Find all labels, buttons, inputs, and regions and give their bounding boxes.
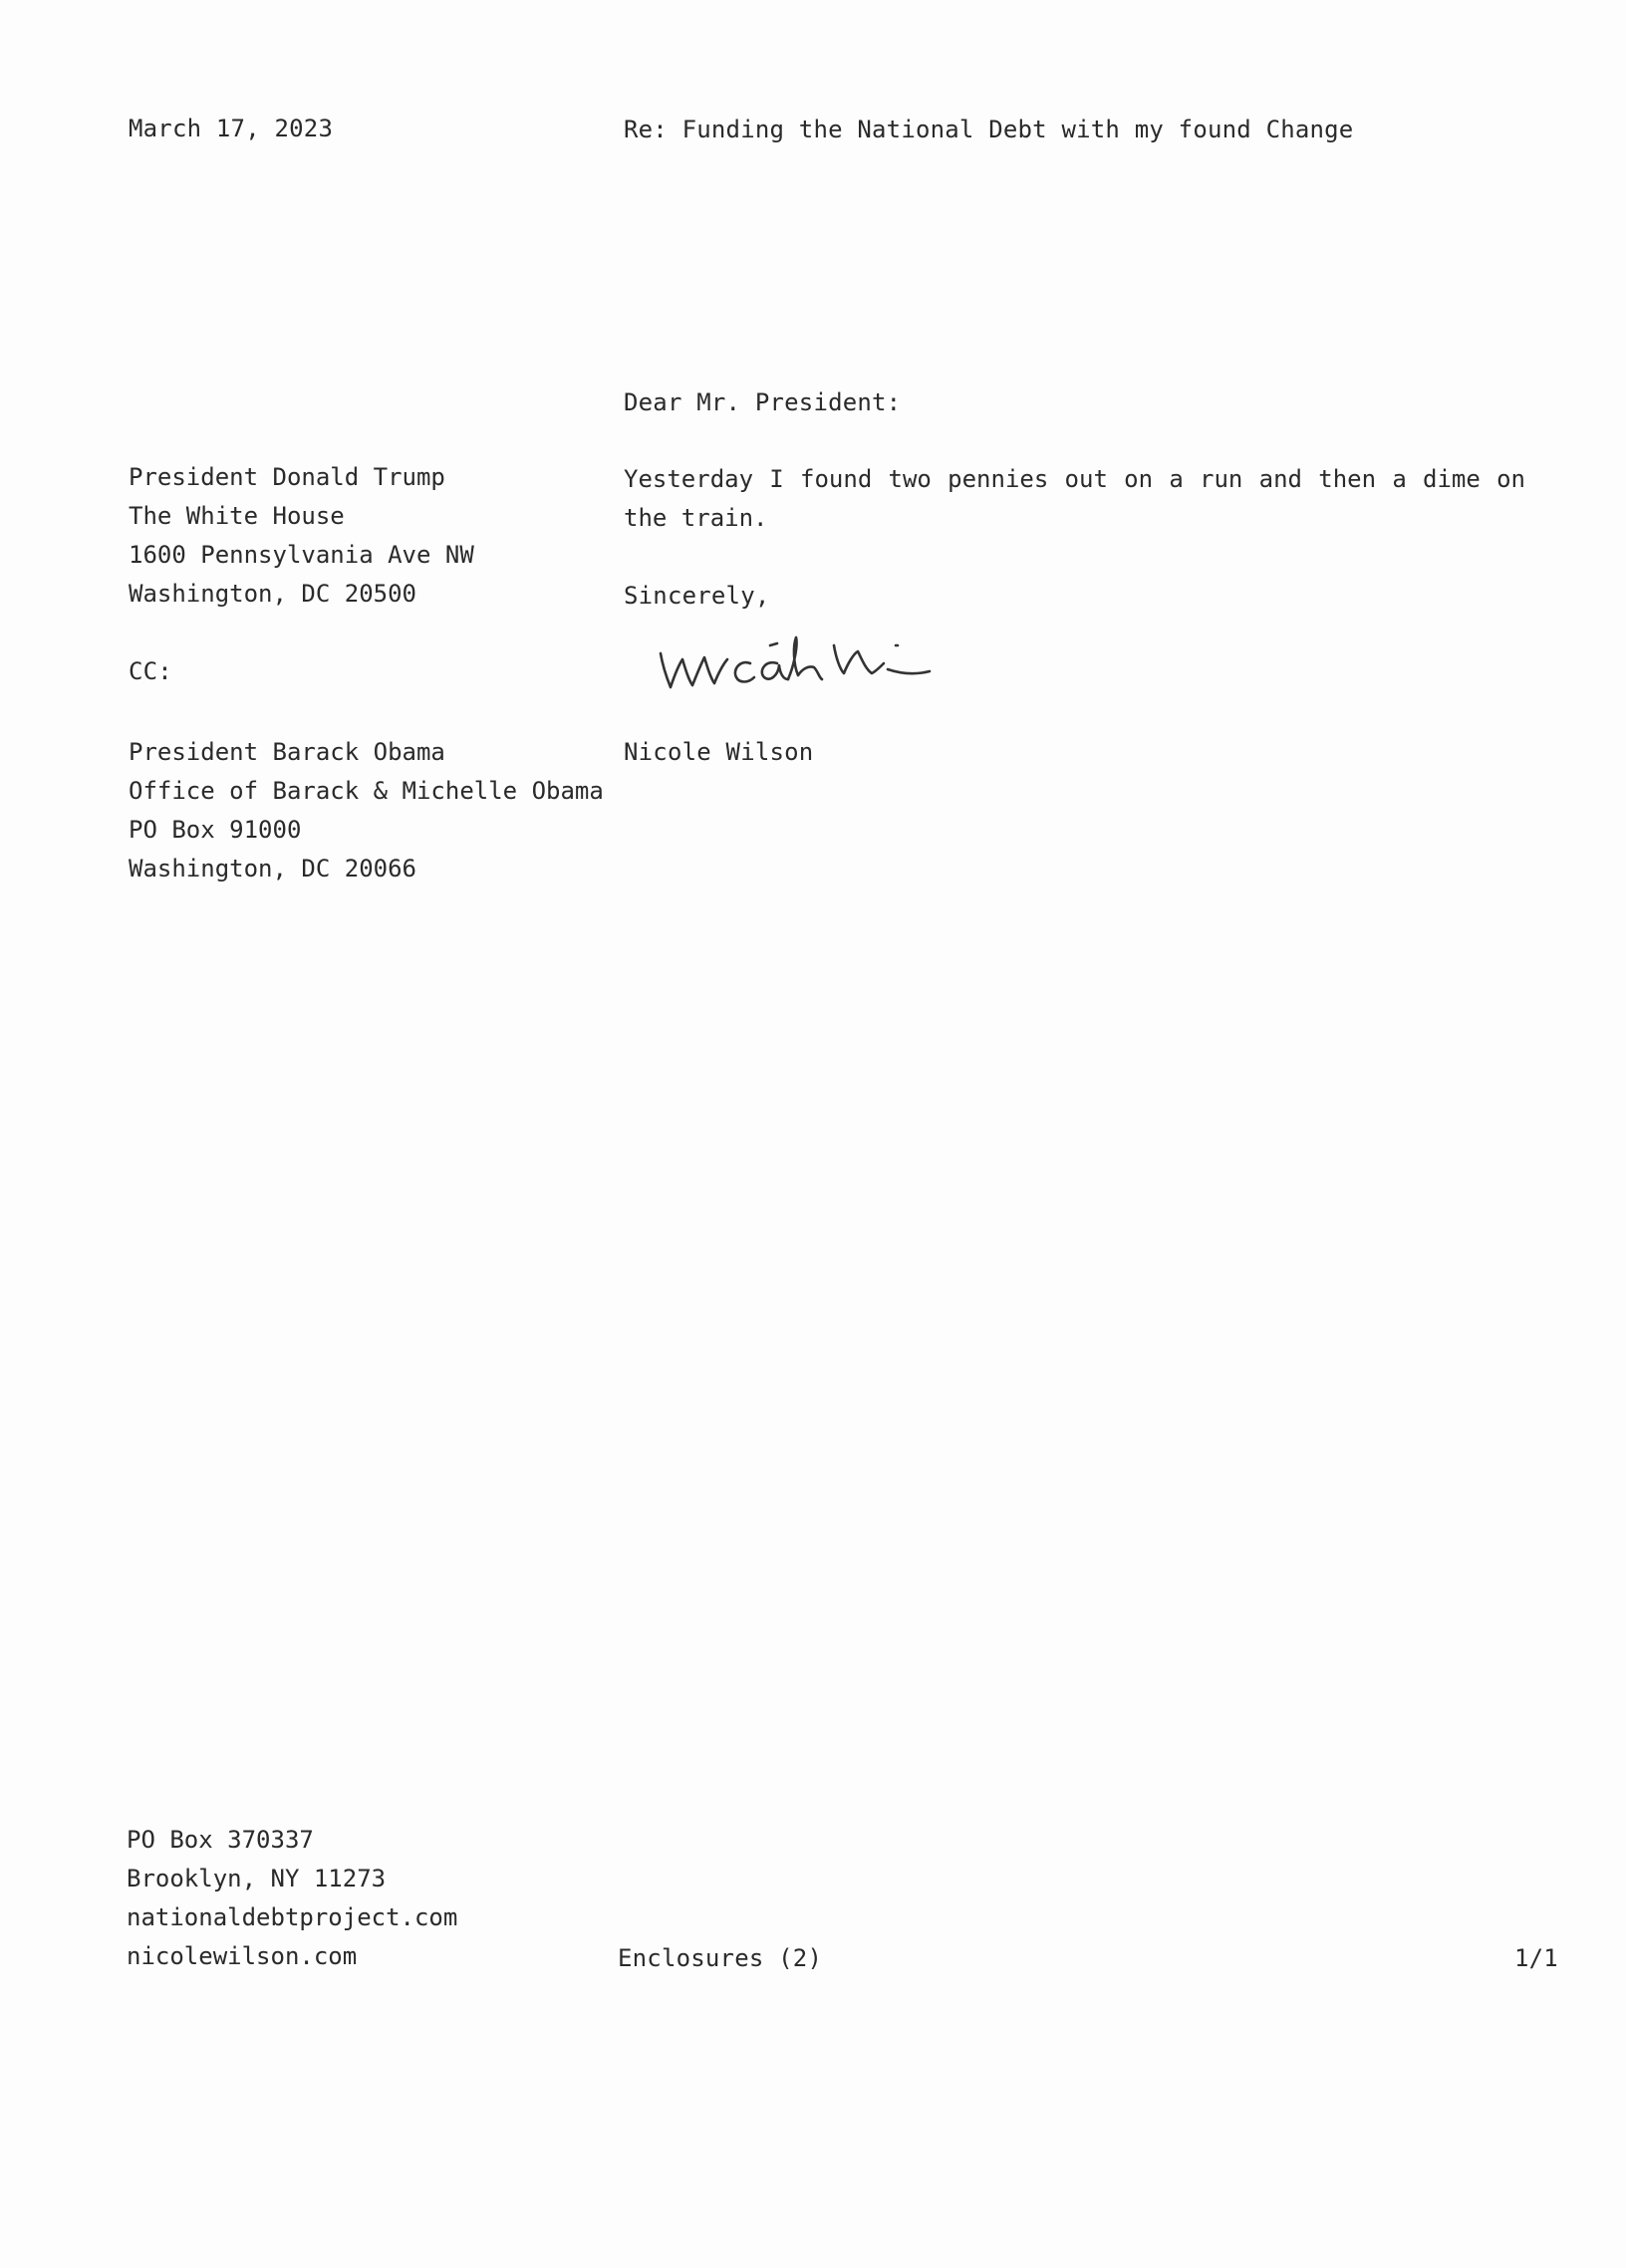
sender-website-link[interactable]: nicolewilson.com [127, 1942, 358, 1970]
recipient-address [129, 458, 474, 614]
cc-address-line: Office of Barack & Michelle Obama [129, 777, 604, 805]
page-number: 1/1 [1514, 1944, 1558, 1972]
letter-body: Yesterday I found two pennies out on a run and then a dime on the train. [624, 465, 1525, 532]
recipient-address-line: 1600 Pennsylvania Ave NW [129, 541, 474, 569]
letter-date: March 17, 2023 [129, 115, 334, 142]
cc-address-line: PO Box 91000 [129, 816, 302, 844]
recipient-address-line: The White House [129, 502, 345, 530]
cc-address [129, 733, 604, 888]
salutation: Dear Mr. President: [624, 388, 902, 416]
signer-name: Nicole Wilson [624, 738, 814, 766]
sender-address-line: Brooklyn, NY 11273 [127, 1865, 387, 1892]
recipient-address-line: Washington, DC 20500 [129, 580, 416, 608]
closing: Sincerely, [624, 582, 770, 610]
letter-subject: Re: Funding the National Debt with my found Change [624, 116, 1354, 143]
cc-address-line: Washington, DC 20066 [129, 855, 416, 882]
sender-address [127, 1821, 457, 1976]
cc-label: CC: [129, 657, 172, 685]
sender-address-line: PO Box 370337 [127, 1826, 314, 1854]
handwritten-signature [653, 616, 981, 705]
recipient-address-line: President Donald Trump [129, 463, 445, 491]
sender-website-link[interactable]: nationaldebtproject.com [127, 1903, 458, 1931]
cc-address-line: President Barack Obama [129, 738, 445, 766]
enclosures-note: Enclosures (2) [618, 1944, 823, 1972]
